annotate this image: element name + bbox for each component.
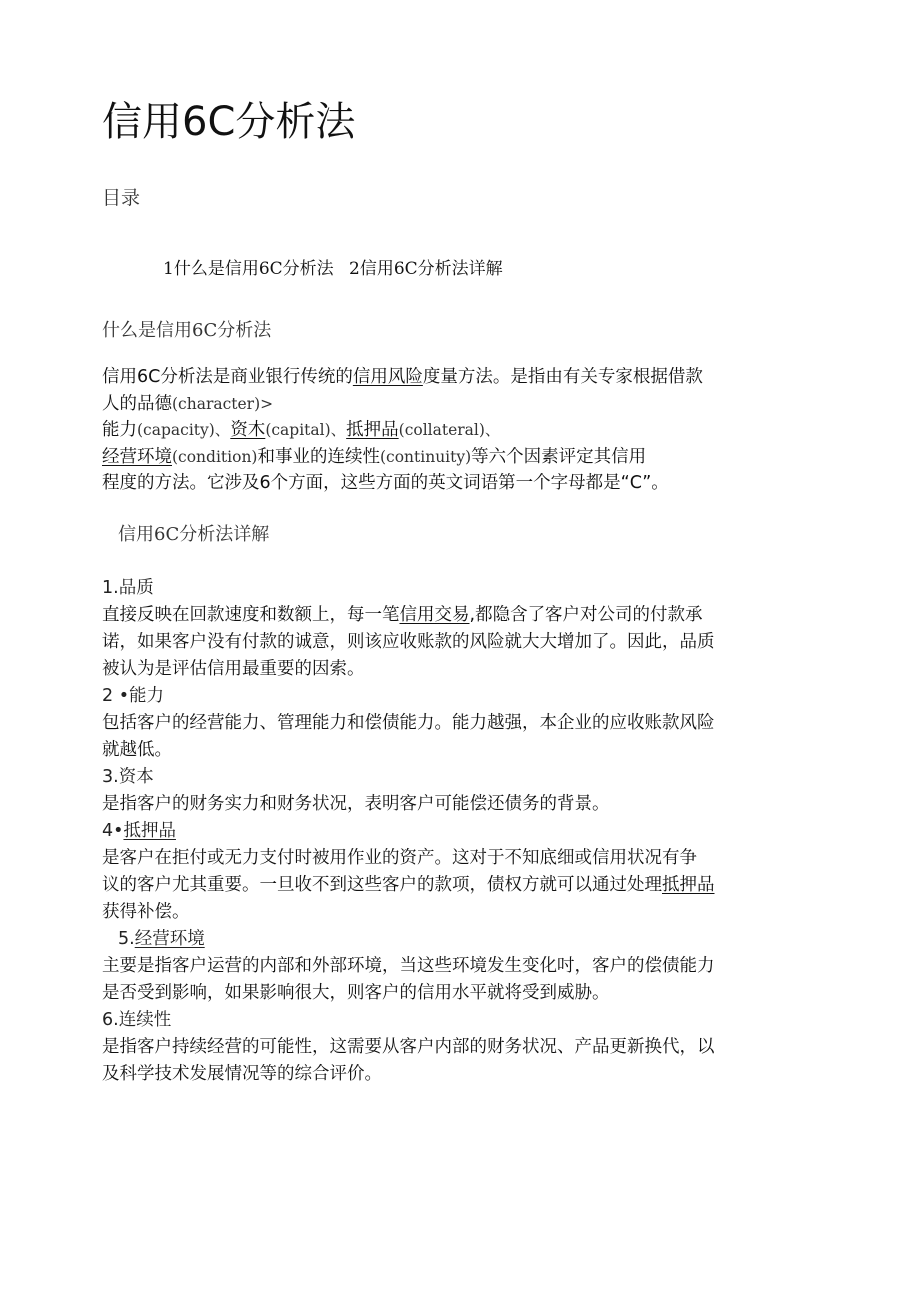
link-factor-business-environment[interactable]: 经营环境 [134, 929, 205, 949]
factor-label: 连续性 [118, 1010, 172, 1030]
factor-number: 2 • [102, 686, 130, 706]
factor-line: 是否受到影响，如果影响很大，则客户的信用水平就将受到威胁。 [102, 983, 610, 1003]
factor-number: 3. [102, 767, 119, 787]
intro-text: 和事业的连续性 [257, 446, 380, 467]
intro-english-term: (condition) [172, 447, 258, 466]
intro-english-term: (continuity) [379, 447, 472, 466]
intro-text: 能力 [102, 420, 137, 440]
intro-english-term: (collateral)、 [398, 421, 501, 439]
intro-line-1 [102, 364, 802, 391]
factor-heading-3 [102, 764, 802, 791]
factor-body-6 [102, 1034, 802, 1088]
factor-label: 能力 [129, 686, 165, 706]
factor-label: 资本 [118, 767, 154, 787]
intro-english-term: (character)> [172, 394, 274, 413]
factor-number: 5. [118, 929, 135, 949]
factor-heading-5 [102, 926, 802, 953]
factor-number: 4• [102, 821, 124, 841]
factor-heading-1 [102, 575, 802, 602]
factor-line: 是指客户的财务实力和财务状况，表明客户可能偿还债务的背景。 [102, 794, 610, 814]
factor-list [102, 575, 802, 1088]
factor-text: 直接反映在回款速度和数额上，每一笔 [102, 605, 400, 625]
factor-line: 是指客户持续经营的可能性，这需要从客户内部的财务状况、产品更新换代，以 [102, 1037, 715, 1057]
factor-line: 是客户在拒付或无力支付时被用作业的资产。这对于不知底细或信用状况有争 [102, 848, 697, 868]
intro-line-4 [102, 444, 802, 471]
link-credit-risk[interactable]: 信用风险 [352, 367, 423, 387]
section-heading-details: 信用6C分析法详解 [118, 524, 270, 545]
toc-heading: 目录 [102, 187, 141, 209]
toc-item-2[interactable]: 2信用6C分析法详解 [349, 259, 503, 279]
link-collateral[interactable]: 抵押品 [346, 420, 399, 440]
factor-number: 1. [102, 578, 119, 598]
link-collateral-2[interactable]: 抵押品 [662, 875, 715, 895]
factor-body-5 [102, 953, 802, 1007]
document-title: 信用6C分析法 [102, 99, 356, 145]
factor-line: 及科学技术发展情况等的综合评价。 [102, 1064, 382, 1084]
section-heading-what-is: 什么是信用6C分析法 [102, 320, 272, 341]
factor-line [102, 872, 802, 899]
toc-list [163, 254, 513, 279]
intro-text: 信用6C分析法是商业银行传统的 [102, 367, 353, 387]
factor-body-4 [102, 845, 802, 926]
factor-text: 议的客户尤其重要。一旦收不到这些客户的款项，债权方就可以通过处理 [102, 875, 662, 895]
factor-line: 就越低。 [102, 740, 172, 760]
factor-label: 品质 [118, 578, 154, 598]
intro-line-5 [102, 470, 802, 497]
factor-heading-2 [102, 683, 802, 710]
factor-heading-4 [102, 818, 802, 845]
factor-heading-6 [102, 1007, 802, 1034]
intro-line-3 [102, 417, 802, 444]
factor-line: 包括客户的经营能力、管理能力和偿债能力。能力越强，本企业的应收账款风险 [102, 713, 715, 733]
factor-text: ,都隐含了客户对公司的付款承 [469, 605, 703, 625]
intro-english-term: (capital)、 [265, 421, 347, 439]
factor-line: 被认为是评估信用最重要的因索。 [102, 659, 365, 679]
factor-line [102, 602, 802, 629]
link-factor-collateral[interactable]: 抵押品 [123, 821, 176, 841]
intro-line-2 [102, 391, 802, 418]
intro-text: 人的品德 [102, 393, 172, 414]
link-credit-transaction[interactable]: 信用交易 [399, 605, 470, 625]
intro-text: 等六个因素评定其信用 [471, 446, 647, 467]
factor-number: 6. [102, 1010, 119, 1030]
toc-item-1[interactable]: 1什么是信用6C分析法 [163, 259, 334, 279]
intro-text: 度量方法。是指由有关专家根据借款 [422, 367, 703, 387]
factor-line: 获得补偿。 [102, 902, 190, 922]
factor-line: 诺，如果客户没有付款的诚意，则该应收账款的风险就大大增加了。因此，品质 [102, 632, 715, 652]
factor-body-1 [102, 602, 802, 683]
intro-text: 程度的方法。它涉及6个方面，这些方面的英文词语第一个字母都是“C”。 [102, 473, 669, 493]
link-capital[interactable]: 资木 [230, 420, 266, 440]
link-business-environment[interactable]: 经营环境 [102, 446, 172, 467]
factor-body-3 [102, 791, 802, 818]
factor-line: 主要是指客户运营的内部和外部环境，当这些环境发生变化吋，客户的偿债能力 [102, 956, 715, 976]
intro-paragraph [102, 364, 802, 497]
intro-english-term: (capacity)、 [137, 421, 231, 439]
factor-body-2 [102, 710, 802, 764]
